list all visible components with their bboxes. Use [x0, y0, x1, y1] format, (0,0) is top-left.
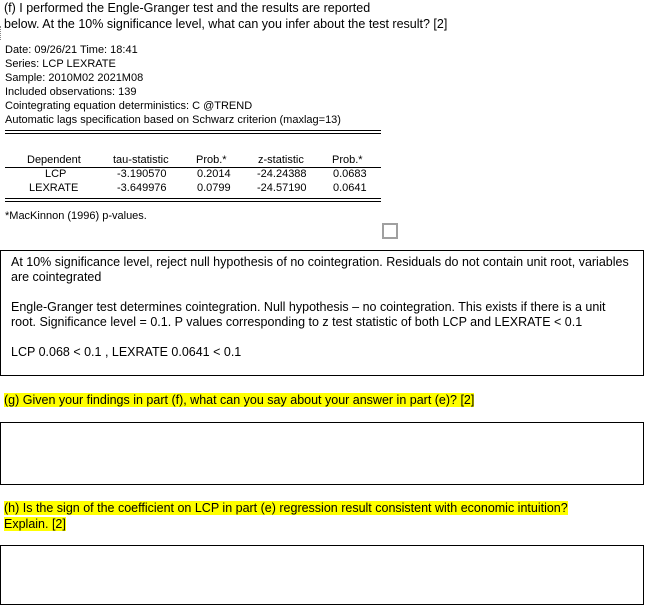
meta-date: Date: 09/26/21 Time: 18:41 — [5, 44, 138, 56]
answer-f-paragraph-3: LCP 0.068 < 0.1 , LEXRATE 0.0641 < 0.1 — [11, 345, 242, 359]
row1-dependent: LCP — [45, 168, 67, 180]
answer-h-box[interactable] — [0, 545, 644, 605]
header-prob-z: Prob.* — [332, 154, 363, 166]
question-h — [4, 500, 568, 532]
header-dependent: Dependent — [27, 154, 81, 166]
answer-f-box[interactable] — [0, 250, 644, 376]
row2-tau: -3.649976 — [117, 182, 167, 194]
row1-prob-tau: 0.2014 — [197, 168, 231, 180]
meta-lags: Automatic lags specification based on Schwarz criterion (maxlag=13) — [5, 114, 341, 126]
question-h-line2: Explain. [2] — [4, 517, 66, 531]
table-bottom-rule — [5, 198, 381, 202]
header-prob-tau: Prob.* — [196, 154, 227, 166]
row1-tau: -3.190570 — [117, 168, 167, 180]
question-g-text: (g) Given your findings in part (f), what can you say about your answer in part (e)? [2] — [4, 393, 475, 407]
eviews-meta — [5, 43, 341, 127]
meta-series: Series: LCP LEXRATE — [5, 58, 116, 70]
header-tau: tau-statistic — [113, 154, 169, 166]
row2-dependent: LEXRATE — [29, 182, 79, 194]
row1-prob-z: 0.0683 — [333, 168, 367, 180]
meta-observations: Included observations: 139 — [5, 86, 137, 98]
answer-f-paragraph-1: At 10% significance level, reject null hypothesis of no cointegration. Residuals do not contain unit root, variables are cointegrated — [11, 255, 629, 284]
row2-z: -24.57190 — [257, 182, 307, 194]
question-g — [4, 392, 474, 408]
footnote: *MacKinnon (1996) p-values. — [5, 210, 147, 222]
question-h-line1: (h) Is the sign of the coefficient on LCP in part (e) regression result consistent with economic intuition? — [4, 501, 568, 515]
meta-deterministics: Cointegrating equation deterministics: C @TREND — [5, 100, 253, 112]
answer-g-box[interactable] — [0, 422, 644, 485]
header-z: z-statistic — [258, 154, 304, 166]
row2-prob-tau: 0.0799 — [197, 182, 231, 194]
text-cursor-marker — [0, 26, 4, 40]
table-top-rule — [5, 130, 381, 134]
meta-sample: Sample: 2010M02 2021M08 — [5, 72, 144, 84]
question-f-line1: (f) I performed the Engle-Granger test and the results are reported — [4, 1, 371, 15]
answer-f-paragraph-2: Engle-Granger test determines cointegration. Null hypothesis – no cointegration. This exists if there is a unit root. Significance level = 0.1. P values corresponding to z test statistic of both LCP and LEXRATE < 0.1 — [11, 300, 606, 329]
question-f-line2: below. At the 10% significance level, what can you infer about the test result? [2] — [4, 17, 448, 31]
row2-prob-z: 0.0641 — [333, 182, 367, 194]
row1-z: -24.24388 — [257, 168, 307, 180]
checkbox[interactable] — [382, 223, 398, 239]
